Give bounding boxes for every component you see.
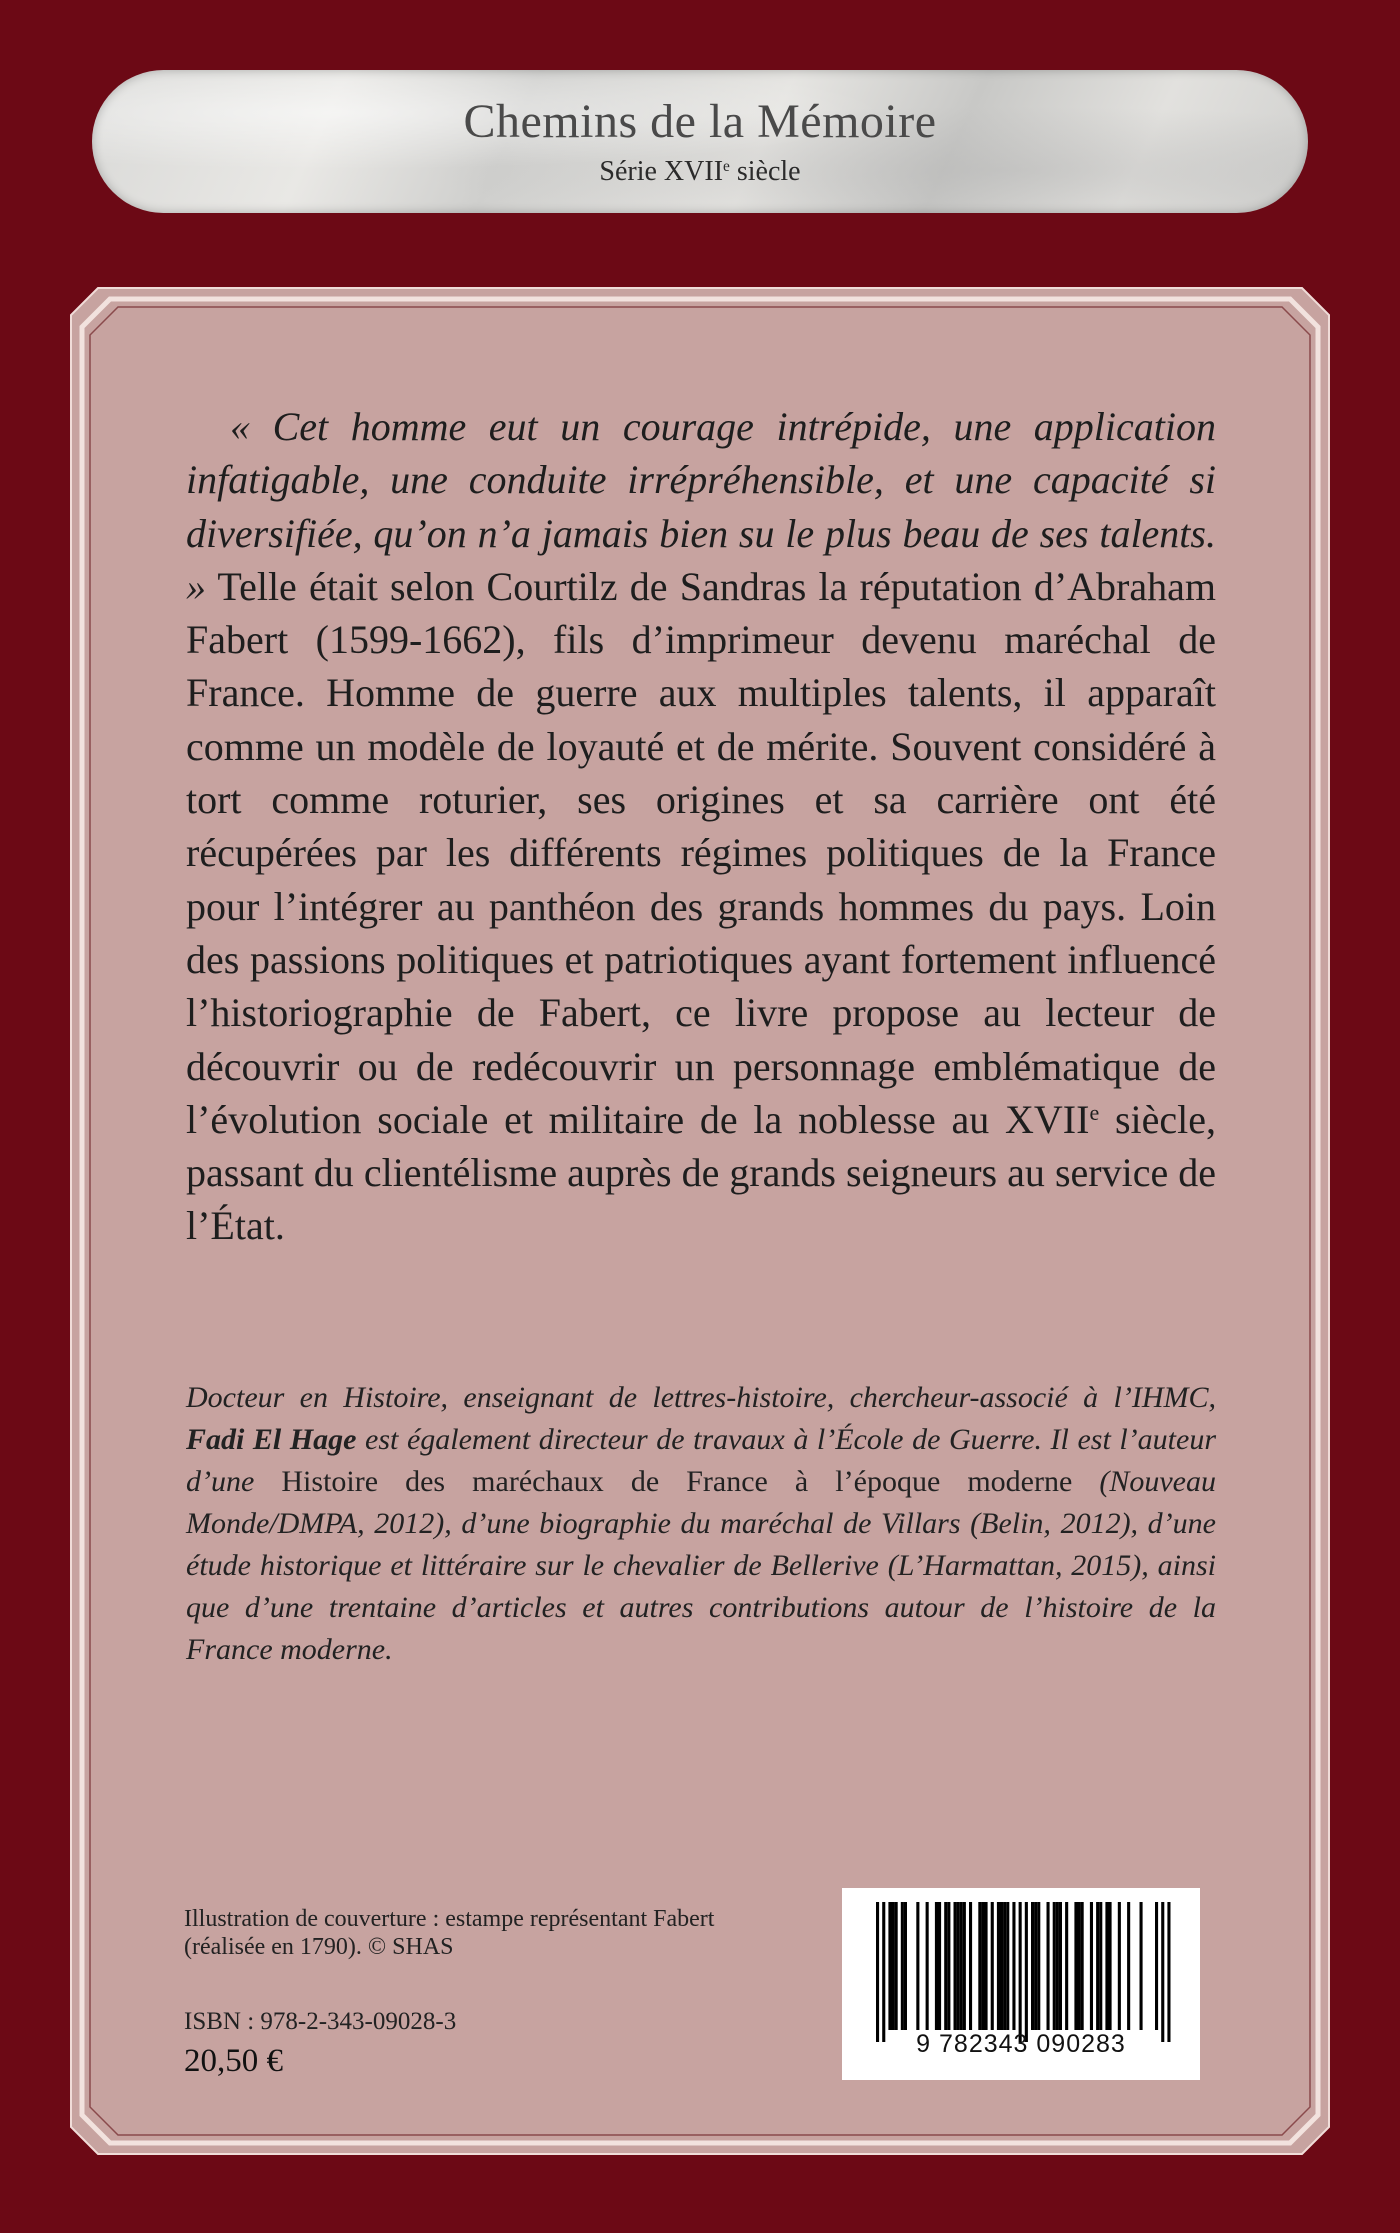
author-bio-part-1: Docteur en Histoire, enseignant de lettres-histoire, chercheur-associé à l’IHMC, bbox=[186, 1381, 1216, 1414]
barcode-bar bbox=[1161, 1902, 1164, 2042]
barcode-bar bbox=[882, 1902, 885, 2042]
barcode-bar bbox=[1025, 1902, 1028, 2042]
barcode-bar bbox=[1167, 1902, 1170, 2042]
barcode-bar bbox=[1012, 1902, 1015, 2030]
barcode bbox=[842, 1888, 1200, 2080]
blurb-century-sup: e bbox=[1089, 1099, 1100, 1125]
barcode-bar bbox=[1065, 1902, 1068, 2030]
barcode-bar bbox=[1127, 1902, 1130, 2030]
barcode-bar bbox=[944, 1902, 947, 2030]
barcode-bar bbox=[1109, 1902, 1112, 2030]
price: 20,50 € bbox=[184, 2043, 283, 2079]
barcode-bar bbox=[981, 1902, 984, 2030]
barcode-bar bbox=[1059, 1902, 1062, 2030]
author-name: Fadi El Hage bbox=[186, 1423, 357, 1456]
series-subtitle-post: siècle bbox=[729, 156, 801, 187]
barcode-bar bbox=[888, 1902, 891, 2030]
blurb-paragraph bbox=[186, 400, 1216, 1253]
barcode-bar bbox=[1037, 1902, 1040, 2030]
barcode-bar bbox=[997, 1902, 1000, 2030]
barcode-bar bbox=[957, 1902, 960, 2030]
barcode-bar bbox=[1099, 1902, 1102, 2030]
blurb-section bbox=[186, 400, 1216, 1253]
barcode-bar bbox=[1078, 1902, 1081, 2030]
barcode-bar bbox=[895, 1902, 898, 2030]
barcode-bar bbox=[1090, 1902, 1093, 2030]
barcode-bar bbox=[991, 1902, 994, 2030]
barcode-bar bbox=[1074, 1902, 1077, 2030]
barcode-bar bbox=[892, 1902, 895, 2030]
barcode-bar bbox=[960, 1902, 963, 2030]
author-bio bbox=[186, 1377, 1216, 1671]
barcode-bar bbox=[978, 1902, 981, 2030]
barcode-bar bbox=[1034, 1902, 1037, 2030]
series-banner bbox=[92, 70, 1308, 213]
barcode-bar bbox=[901, 1902, 904, 2030]
barcode-bar bbox=[1003, 1902, 1006, 2030]
cover-credit: Illustration de couverture : estampe représentant Fabert (réalisée en 1790). © SHAS bbox=[184, 1906, 715, 1960]
barcode-bar bbox=[969, 1902, 972, 2030]
blurb-body-1: Telle était selon Courtilz de Sandras la réputation d’Abraham Fabert (1599-1662), fils d’imprimeur devenu maréchal de France. Homme de guerre aux multiples talents, il apparaît comme un modèle de loyauté et de mérite. Souvent considéré à tort comme roturier, ses origines et sa carrière ont été récupérées par les différents régimes politiques de la France pour l’intégrer au panthéon des grands hommes du pays. Loin des passions politiques et patriotiques ayant fortement influencé l’historiographie de Fabert, ce livre propose au lecteur de découvrir ou de redécouvrir un personnage emblématique de l’évolution sociale et militaire de la noblesse au XVII bbox=[186, 563, 1216, 1142]
author-bio-part-2: est également directeur de travaux à l’École de Guerre. Il est l’auteur d’une bbox=[186, 1423, 1216, 1498]
barcode-bar bbox=[935, 1902, 938, 2030]
blurb-body-2: siècle, passant du clientélisme auprès de grands seigneurs au service de l’État. bbox=[186, 1096, 1216, 1249]
barcode-bar bbox=[1056, 1902, 1059, 2030]
barcode-bar bbox=[1006, 1902, 1009, 2030]
series-subtitle-sup: e bbox=[723, 157, 730, 175]
author-bio-part-3: (Nouveau Monde/DMPA, 2012), d’une biographie du maréchal de Villars (Belin, 2012), d’une étude historique et littéraire sur le chevalier de Bellerive (L’Harmattan, 2015), ainsi que d’une trentaine d’articles et autres contributions autour de l’histoire de la France moderne. bbox=[186, 1465, 1216, 1666]
barcode-bar bbox=[876, 1902, 879, 2042]
series-subtitle-pre: Série XVII bbox=[599, 156, 724, 187]
barcode-bar bbox=[954, 1902, 957, 2030]
barcode-bar bbox=[985, 1902, 988, 2030]
barcode-bar bbox=[904, 1902, 907, 2030]
barcode-digits: 9 782343 090283 bbox=[916, 2030, 1126, 2058]
series-subtitle bbox=[92, 156, 1308, 188]
author-book-title: Histoire des maréchaux de France à l’époque moderne bbox=[281, 1465, 1073, 1498]
barcode-bar bbox=[938, 1902, 941, 2030]
barcode-bar bbox=[1000, 1902, 1003, 2030]
barcode-bar bbox=[1118, 1902, 1121, 2030]
barcode-bar bbox=[1031, 1902, 1034, 2030]
barcode-bar bbox=[963, 1902, 966, 2030]
barcode-bar bbox=[926, 1902, 929, 2030]
barcode-bar bbox=[916, 1902, 919, 2030]
blurb-quote: « Cet homme eut un courage intrépide, une application infatigable, une conduite irrépréhensible, et une capacité si diversifiée, qu’on n’a jamais bien su le plus beau de ses talents. » bbox=[186, 404, 1216, 609]
barcode-bar bbox=[1096, 1902, 1099, 2030]
barcode-bar bbox=[1155, 1902, 1158, 2030]
barcode-bar bbox=[947, 1902, 950, 2030]
barcode-bar bbox=[1047, 1902, 1050, 2030]
barcode-bar bbox=[1140, 1902, 1143, 2030]
barcode-bar bbox=[1105, 1902, 1108, 2030]
barcode-bar bbox=[1081, 1902, 1084, 2030]
series-title: Chemins de la Mémoire bbox=[463, 95, 937, 148]
barcode-bar bbox=[1019, 1902, 1022, 2042]
barcode-bar bbox=[1053, 1902, 1056, 2030]
isbn: ISBN : 978-2-343-09028-3 bbox=[184, 2008, 457, 2035]
